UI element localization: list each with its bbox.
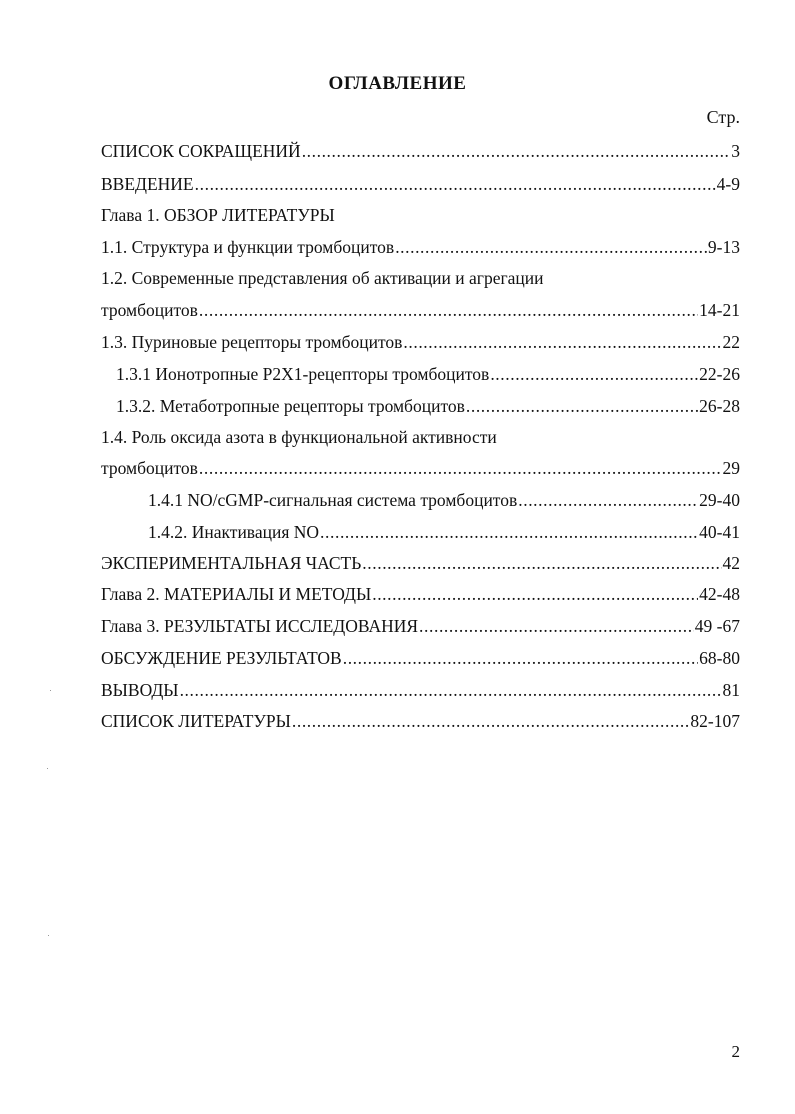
toc-entry-title: 1.3.1 Ионотропные P2X1-рецепторы тромбоцитов — [116, 364, 490, 384]
page-number: 2 — [731, 1042, 740, 1061]
toc-entry — [101, 235, 740, 259]
toc-chapter-heading — [101, 203, 740, 227]
toc-leader — [320, 520, 698, 544]
toc-entry-title: 1.4.2. Инактивация NO — [148, 522, 320, 542]
toc-entry-page: 82-107 — [690, 711, 740, 731]
toc-entry — [101, 139, 740, 163]
page-heading: ОГЛАВЛЕНИЕ — [328, 73, 467, 94]
toc-leader — [395, 235, 707, 259]
toc-leader — [180, 678, 722, 702]
toc-leader — [199, 298, 698, 322]
toc-entry-title: тромбоцитов — [101, 300, 198, 320]
toc-entry-title: тромбоцитов — [101, 458, 198, 478]
toc-entry-title: Глава 3. РЕЗУЛЬТАТЫ ИССЛЕДОВАНИЯ — [101, 616, 419, 636]
toc-entry-page: 4-9 — [716, 174, 740, 194]
toc-leader — [372, 582, 698, 606]
toc-leader — [518, 488, 698, 512]
toc-leader — [490, 362, 698, 386]
toc-entry-page: 81 — [722, 680, 740, 700]
toc-entry-title: 1.3.2. Метаботропные рецепторы тромбоцитов — [116, 396, 465, 416]
toc-entry-title: 1.4. Роль оксида азота в функциональной активности — [101, 427, 497, 447]
toc-leader — [292, 709, 690, 733]
toc-entry — [116, 394, 740, 418]
toc-leader — [195, 172, 716, 196]
toc-entry — [101, 172, 740, 196]
toc-entry-page: 68-80 — [699, 648, 740, 668]
toc-entry — [116, 362, 740, 386]
scan-speck — [48, 935, 49, 936]
toc-entry-page: 22-26 — [699, 364, 740, 384]
page-column-label: Стр. — [706, 107, 740, 127]
toc-leader — [343, 646, 698, 670]
toc-entry — [101, 456, 740, 480]
toc-entry — [148, 488, 740, 512]
toc-entry-title-part — [101, 266, 740, 290]
toc-entry-page: 29 — [722, 458, 740, 478]
toc-leader — [419, 614, 694, 638]
toc-entry — [101, 709, 740, 733]
toc-entry-page: 49 -67 — [694, 616, 740, 636]
toc-entry-page: 26-28 — [699, 396, 740, 416]
toc-entry-title: 1.4.1 NO/cGMP-сигнальная система тромбоцитов — [148, 490, 518, 510]
toc-entry-page: 42 — [722, 553, 740, 573]
toc-leader — [302, 139, 731, 163]
toc-entry-title: ВВЕДЕНИЕ — [101, 174, 194, 194]
toc-leader — [403, 330, 721, 354]
toc-entry-title: СПИСОК ЛИТЕРАТУРЫ — [101, 711, 291, 731]
scan-speck — [47, 768, 48, 769]
toc-entry-page: 9-13 — [707, 237, 740, 257]
toc-entry-title: ЭКСПЕРИМЕНТАЛЬНАЯ ЧАСТЬ — [101, 553, 362, 573]
toc-entry-title: Глава 2. МАТЕРИАЛЫ И МЕТОДЫ — [101, 584, 372, 604]
toc-entry — [148, 520, 740, 544]
toc-entry-title: СПИСОК СОКРАЩЕНИЙ — [101, 141, 301, 161]
toc-leader — [466, 394, 698, 418]
toc-entry-title: ВЫВОДЫ — [101, 680, 179, 700]
toc-entry-title: 1.1. Структура и функции тромбоцитов — [101, 237, 395, 257]
toc-entry-title: ОБСУЖДЕНИЕ РЕЗУЛЬТАТОВ — [101, 648, 342, 668]
toc-entry — [101, 551, 740, 575]
toc-entry-page: 14-21 — [699, 300, 740, 320]
toc-entry-page: 22 — [722, 332, 740, 352]
toc-entry-page: 40-41 — [699, 522, 740, 542]
toc-leader — [199, 456, 722, 480]
toc-entry-title: 1.3. Пуриновые рецепторы тромбоцитов — [101, 332, 403, 352]
toc-entry — [101, 582, 740, 606]
toc-leader — [362, 551, 721, 575]
toc-entry-page: 42-48 — [699, 584, 740, 604]
toc-entry-title-part — [101, 425, 740, 449]
toc-entry-title: 1.2. Современные представления об активации и агрегации — [101, 268, 544, 288]
toc-entry — [101, 330, 740, 354]
toc-entry-page: 3 — [731, 141, 740, 161]
toc-entry — [101, 678, 740, 702]
toc-entry — [101, 646, 740, 670]
toc-entry — [101, 614, 740, 638]
toc-entry — [101, 298, 740, 322]
toc-entry-title: Глава 1. ОБЗОР ЛИТЕРАТУРЫ — [101, 205, 335, 225]
toc-entry-page: 29-40 — [699, 490, 740, 510]
scan-speck — [50, 690, 51, 691]
